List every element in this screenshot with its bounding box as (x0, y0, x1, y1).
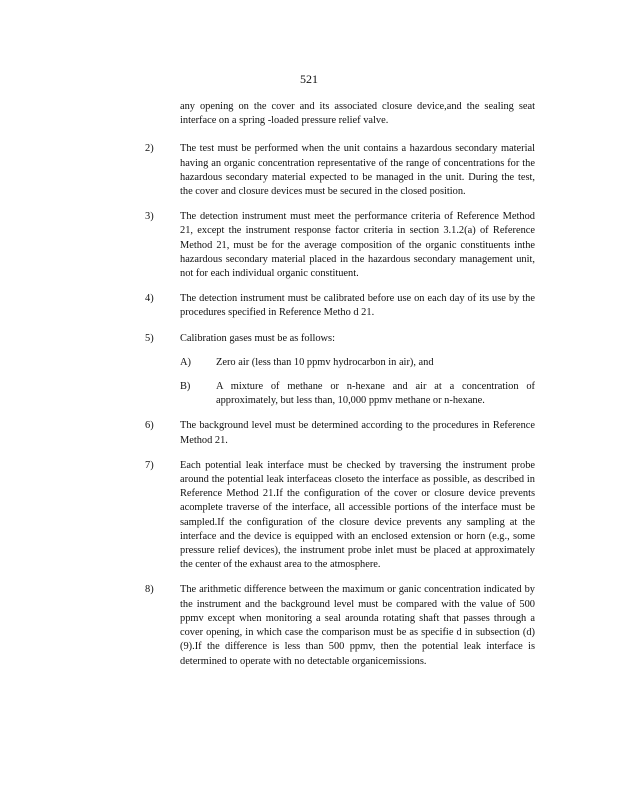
list-item-8 (145, 583, 535, 668)
item-number: 4) (145, 293, 154, 305)
subitem-label: A) (180, 356, 191, 368)
subitem-label: B) (180, 381, 191, 393)
page-number: 521 (300, 72, 318, 86)
item-text: The background level must be determined according to the procedures in Reference Method 21. (180, 420, 535, 446)
item-number: 6) (145, 420, 154, 432)
item-text: Calibration gases must be as follows: (180, 332, 335, 344)
item-text: The arithmetic difference between the maximum or ganic concentration indicated by the instrument and the background level must be compared with the value of 500 ppmv except when monitoring a seal arounda rotating shaft that passes through a cover opening, in which case the comparison must be as specifie d in subsection (d)(9).If the difference is less than 500 ppmv, then the potential leak interface is determined to operate with no detectable organicemissions. (180, 584, 535, 667)
subitem-text: A mixture of methane or n-hexane and air at a concentration of approximately, but less than, 10,000 ppmv methane or n-hexane. (216, 381, 535, 407)
subitem-a (180, 356, 535, 370)
item-text: The detection instrument must meet the performance criteria of Reference Method 21, except the instrument response factor criteria in section 3.1.2(a) of Reference Method 21, must be for the average composition of the organic constituents inthe hazardous secondary material placed in the hazardous secondary management unit, not for each individual organic constituent. (180, 211, 535, 280)
list-item-3 (145, 210, 535, 281)
list-item-5 (145, 332, 535, 409)
item-number: 7) (145, 459, 154, 471)
list-item-2 (145, 142, 535, 199)
item-body (180, 332, 535, 409)
item-text: The test must be performed when the unit contains a hazardous secondary material having an organic concentration representative of the range of concentrations for the hazardous secondary material expected to be managed in the unit. During the test, the cover and closure devices must be secured in the closed position. (180, 143, 535, 198)
item-number: 3) (145, 211, 154, 223)
continuation-paragraph: any opening on the cover and its associated closure device,and the sealing seat interface on a spring -loaded pressure relief valve. (180, 101, 535, 127)
subitem-text: Zero air (less than 10 ppmv hydrocarbon in air), and (216, 356, 434, 368)
list-item-4 (145, 292, 535, 320)
list-item-7 (145, 459, 535, 573)
item-number: 5) (145, 332, 154, 344)
item-text: Each potential leak interface must be checked by traversing the instrument probe around the potential leak interfaceas closeto the interface as possible, as described in Reference Method 21.If the configuration of the cover or closure device prevents acomplete traverse of the interface, all accessible portions of the interface must be sampled.If the configuration of the closure device prevents any sampling at the interface and the device is equipped with an enclosed extension or horn (e.g., some pressure relief devices), the instrument probe inlet must be placed at approximately the center of the exhaust area to the atmosphere. (180, 459, 535, 571)
subitem-b (180, 380, 535, 408)
item-text: The detection instrument must be calibrated before use on each day of its use by the procedures specified in Reference Metho d 21. (180, 293, 535, 319)
item-number: 2) (145, 143, 154, 155)
document-body (145, 100, 535, 680)
item-number: 8) (145, 584, 154, 596)
list-item-6 (145, 419, 535, 447)
